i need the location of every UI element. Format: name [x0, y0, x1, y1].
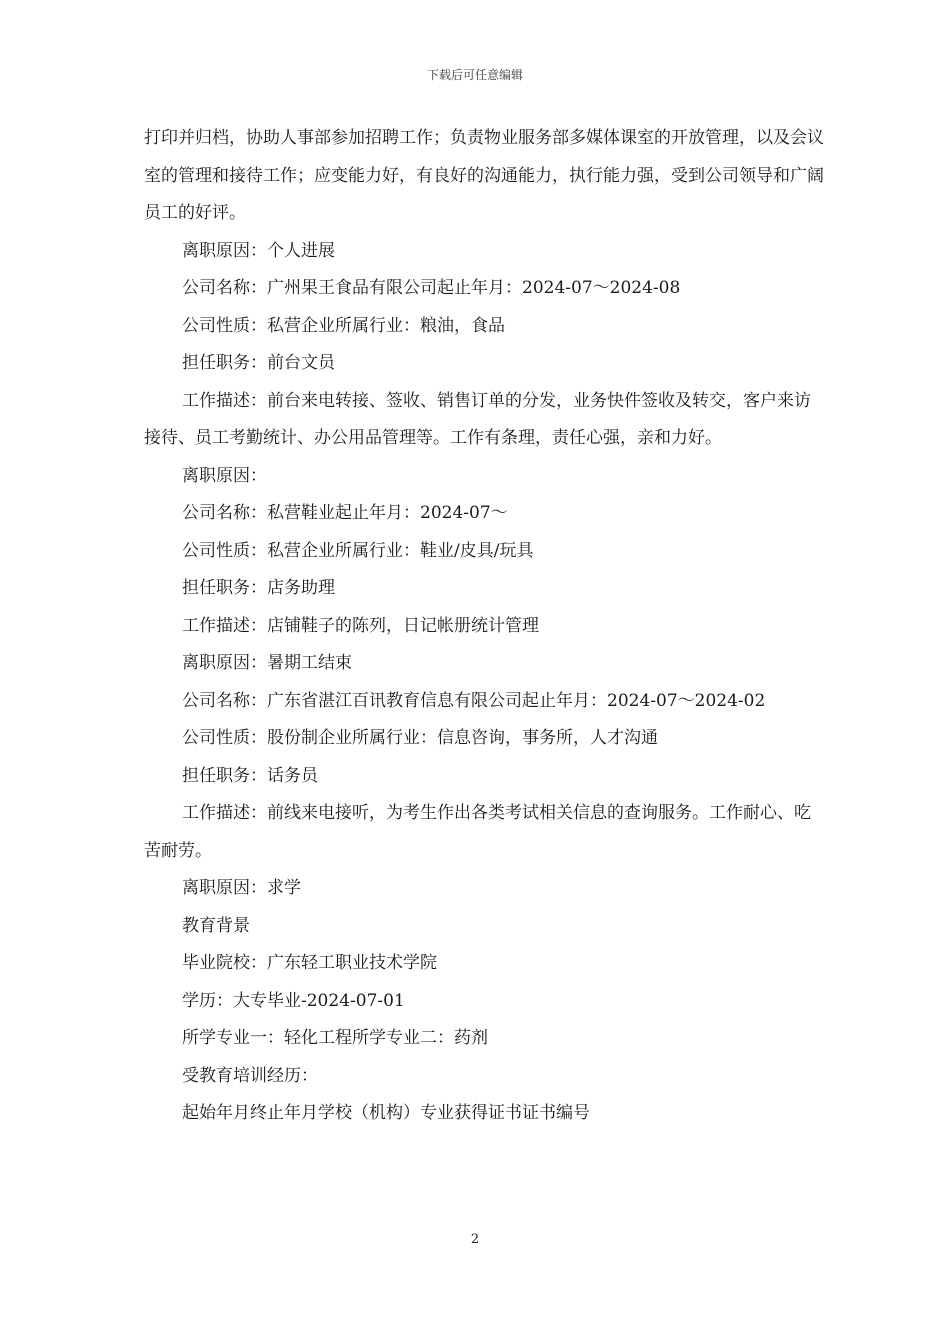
paragraph: 公司性质：私营企业所属行业：粮油，食品	[182, 315, 505, 336]
paragraph: 打印并归档，协助人事部参加招聘工作；负责物业服务部多媒体课室的开放管理，以及会议室的管理和接待工作；应变能力好，有良好的沟通能力，执行能力强，受到公司领导和广阔员工的好评。	[144, 128, 824, 223]
page-number: 2	[470, 1232, 480, 1247]
paragraph: 公司名称：广东省湛江百讯教育信息有限公司起止年月：2024-07～2024-02	[182, 690, 766, 711]
document-body	[144, 120, 824, 1133]
paragraph: 担任职务：话务员	[182, 765, 318, 786]
paragraph: 公司性质：私营企业所属行业：鞋业/皮具/玩具	[182, 540, 534, 561]
paragraph: 学历：大专毕业-2024-07-01	[182, 990, 405, 1011]
paragraph: 受教育培训经历：	[182, 1065, 318, 1086]
paragraph: 公司名称：私营鞋业起止年月：2024-07～	[182, 503, 508, 523]
paragraph: 工作描述：前线来电接听，为考生作出各类考试相关信息的查询服务。工作耐心、吃苦耐劳。	[144, 803, 811, 861]
paragraph: 工作描述：店铺鞋子的陈列，日记帐册统计管理	[182, 615, 539, 636]
page-header: 下载后可任意编辑	[426, 68, 523, 82]
paragraph: 毕业院校：广东轻工职业技术学院	[182, 953, 437, 973]
paragraph: 担任职务：店务助理	[182, 578, 335, 598]
paragraph: 起始年月终止年月学校（机构）专业获得证书证书编号	[182, 1103, 590, 1123]
paragraph: 离职原因：个人进展	[182, 240, 335, 261]
paragraph: 担任职务：前台文员	[182, 353, 335, 373]
paragraph: 离职原因：	[182, 465, 267, 486]
paragraph: 工作描述：前台来电转接、签收、销售订单的分发，业务快件签收及转交，客户来访接待、员工考勤统计、办公用品管理等。工作有条理，责任心强，亲和力好。	[144, 390, 811, 448]
section-heading: 教育背景	[182, 915, 250, 936]
paragraph: 公司性质：股份制企业所属行业：信息咨询，事务所，人才沟通	[182, 728, 658, 748]
paragraph: 离职原因：暑期工结束	[182, 653, 352, 673]
paragraph: 所学专业一：轻化工程所学专业二：药剂	[182, 1028, 488, 1048]
paragraph: 离职原因：求学	[182, 878, 301, 898]
paragraph: 公司名称：广州果王食品有限公司起止年月：2024-07～2024-08	[182, 278, 681, 298]
